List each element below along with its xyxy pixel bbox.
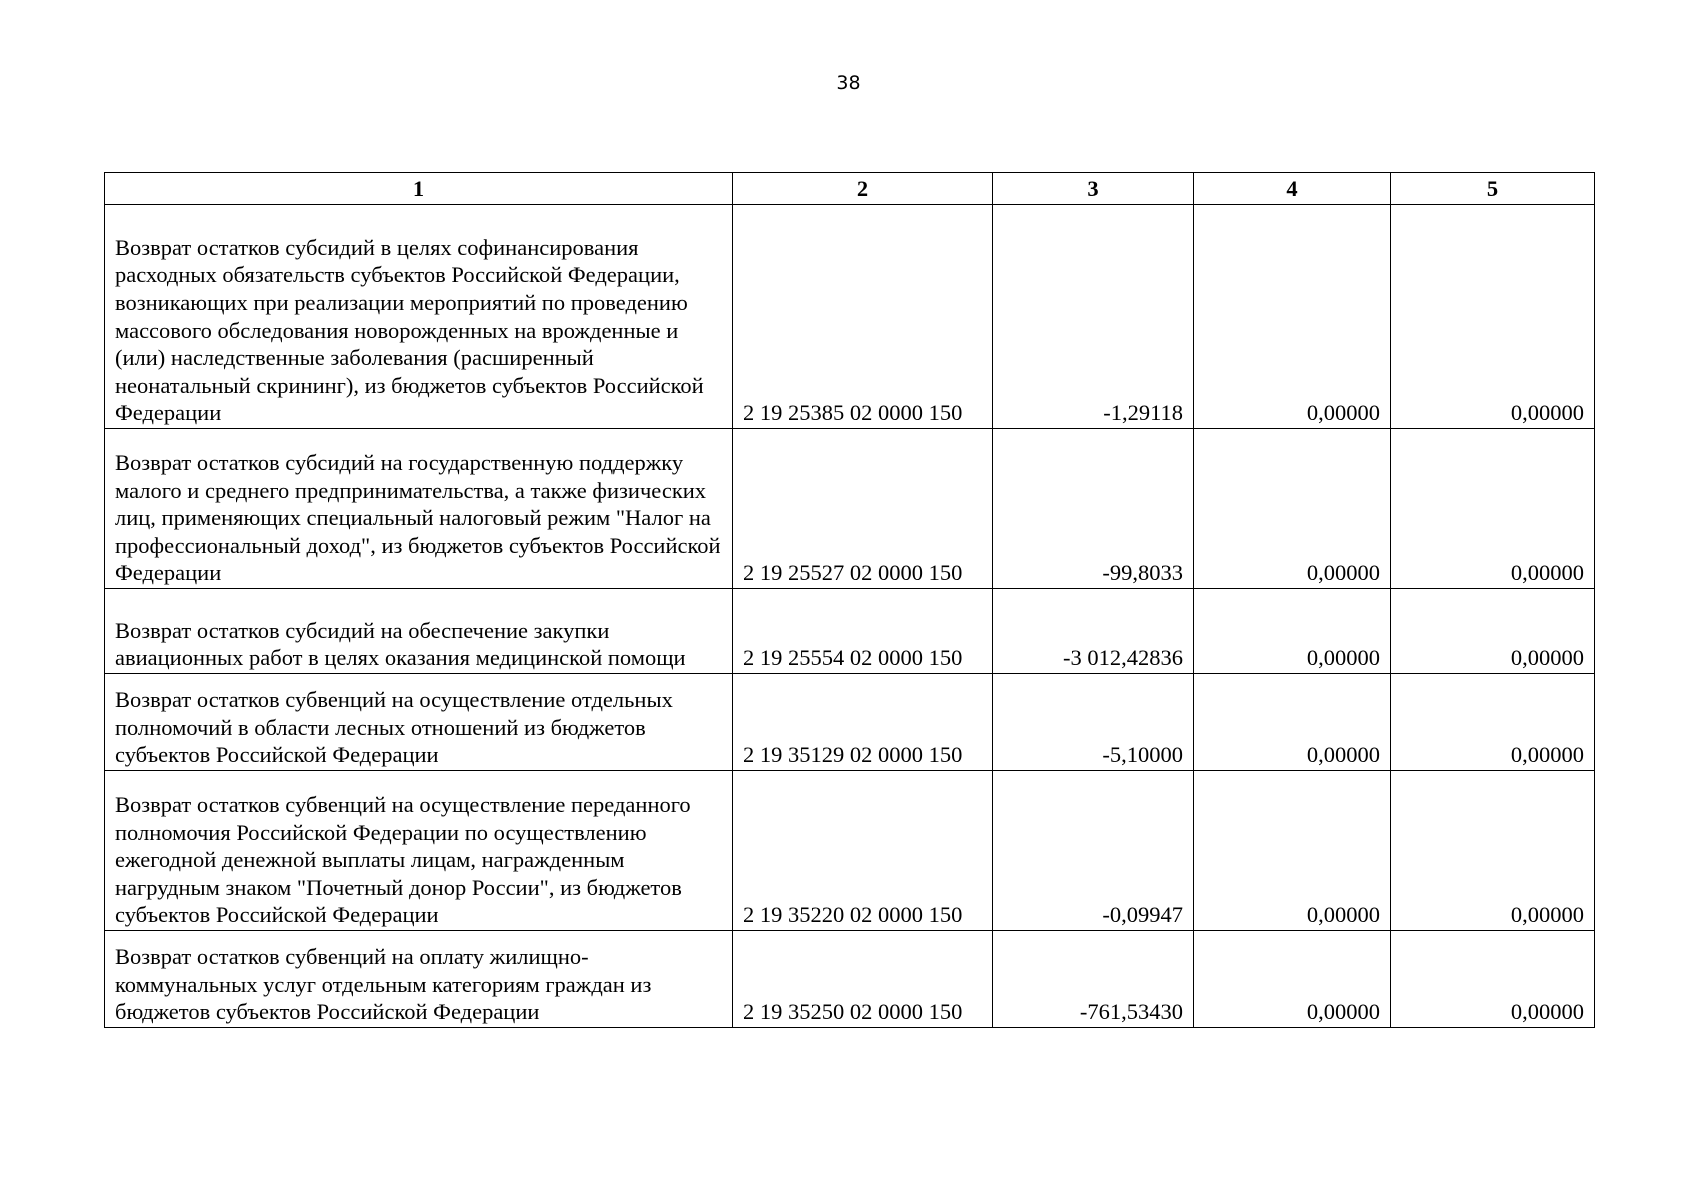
table-row	[105, 429, 1595, 589]
row-value-col5: 0,00000	[1391, 771, 1595, 931]
header-col-2: 2	[733, 173, 993, 205]
row-value-col3: -1,29118	[993, 205, 1194, 429]
row-value-col3: -761,53430	[993, 931, 1194, 1028]
row-value-col3: -3 012,42836	[993, 589, 1194, 674]
row-value-col4: 0,00000	[1194, 771, 1391, 931]
row-value-col3: -5,10000	[993, 674, 1194, 771]
header-col-1: 1	[105, 173, 733, 205]
row-code: 2 19 25527 02 0000 150	[733, 429, 993, 589]
budget-table	[104, 172, 1595, 1028]
row-name: Возврат остатков субвенций на осуществление отдельных полномочий в области лесных отношений из бюджетов субъектов Российской Федерации	[105, 674, 733, 771]
row-value-col5: 0,00000	[1391, 429, 1595, 589]
header-row	[105, 173, 1595, 205]
table-header	[105, 173, 1595, 205]
row-code: 2 19 25554 02 0000 150	[733, 589, 993, 674]
row-code: 2 19 35129 02 0000 150	[733, 674, 993, 771]
row-name: Возврат остатков субсидий в целях софинансирования расходных обязательств субъектов Российской Федерации, возникающих при реализации мероприятий по проведению массового обследования новорожденных на врожденные и (или) наследственные заболевания (расширенный неонатальный скрининг), из бюджетов субъектов Российской Федерации	[105, 205, 733, 429]
table-row	[105, 771, 1595, 931]
table-row	[105, 205, 1595, 429]
page-number: 38	[836, 72, 861, 94]
row-value-col4: 0,00000	[1194, 589, 1391, 674]
row-value-col4: 0,00000	[1194, 931, 1391, 1028]
header-col-5: 5	[1391, 173, 1595, 205]
row-code: 2 19 35250 02 0000 150	[733, 931, 993, 1028]
row-value-col4: 0,00000	[1194, 674, 1391, 771]
row-name: Возврат остатков субвенций на осуществление переданного полномочия Российской Федерации по осуществлению ежегодной денежной выплаты лицам, награжденным нагрудным знаком "Почетный донор России", из бюджетов субъектов Российской Федерации	[105, 771, 733, 931]
row-value-col4: 0,00000	[1194, 429, 1391, 589]
row-value-col5: 0,00000	[1391, 589, 1595, 674]
table-row	[105, 589, 1595, 674]
row-value-col5: 0,00000	[1391, 205, 1595, 429]
row-value-col4: 0,00000	[1194, 205, 1391, 429]
row-name: Возврат остатков субсидий на обеспечение закупки авиационных работ в целях оказания медицинской помощи	[105, 589, 733, 674]
table-row	[105, 931, 1595, 1028]
header-col-3: 3	[993, 173, 1194, 205]
row-value-col5: 0,00000	[1391, 931, 1595, 1028]
row-value-col3: -99,8033	[993, 429, 1194, 589]
row-value-col5: 0,00000	[1391, 674, 1595, 771]
row-name: Возврат остатков субвенций на оплату жилищно-коммунальных услуг отдельным категориям граждан из бюджетов субъектов Российской Федерации	[105, 931, 733, 1028]
row-value-col3: -0,09947	[993, 771, 1194, 931]
row-code: 2 19 35220 02 0000 150	[733, 771, 993, 931]
table-body	[105, 205, 1595, 1028]
row-code: 2 19 25385 02 0000 150	[733, 205, 993, 429]
table-row	[105, 674, 1595, 771]
header-col-4: 4	[1194, 173, 1391, 205]
row-name: Возврат остатков субсидий на государственную поддержку малого и среднего предпринимательства, а также физических лиц, применяющих специальный налоговый режим "Налог на профессиональный доход", из бюджетов субъектов Российской Федерации	[105, 429, 733, 589]
